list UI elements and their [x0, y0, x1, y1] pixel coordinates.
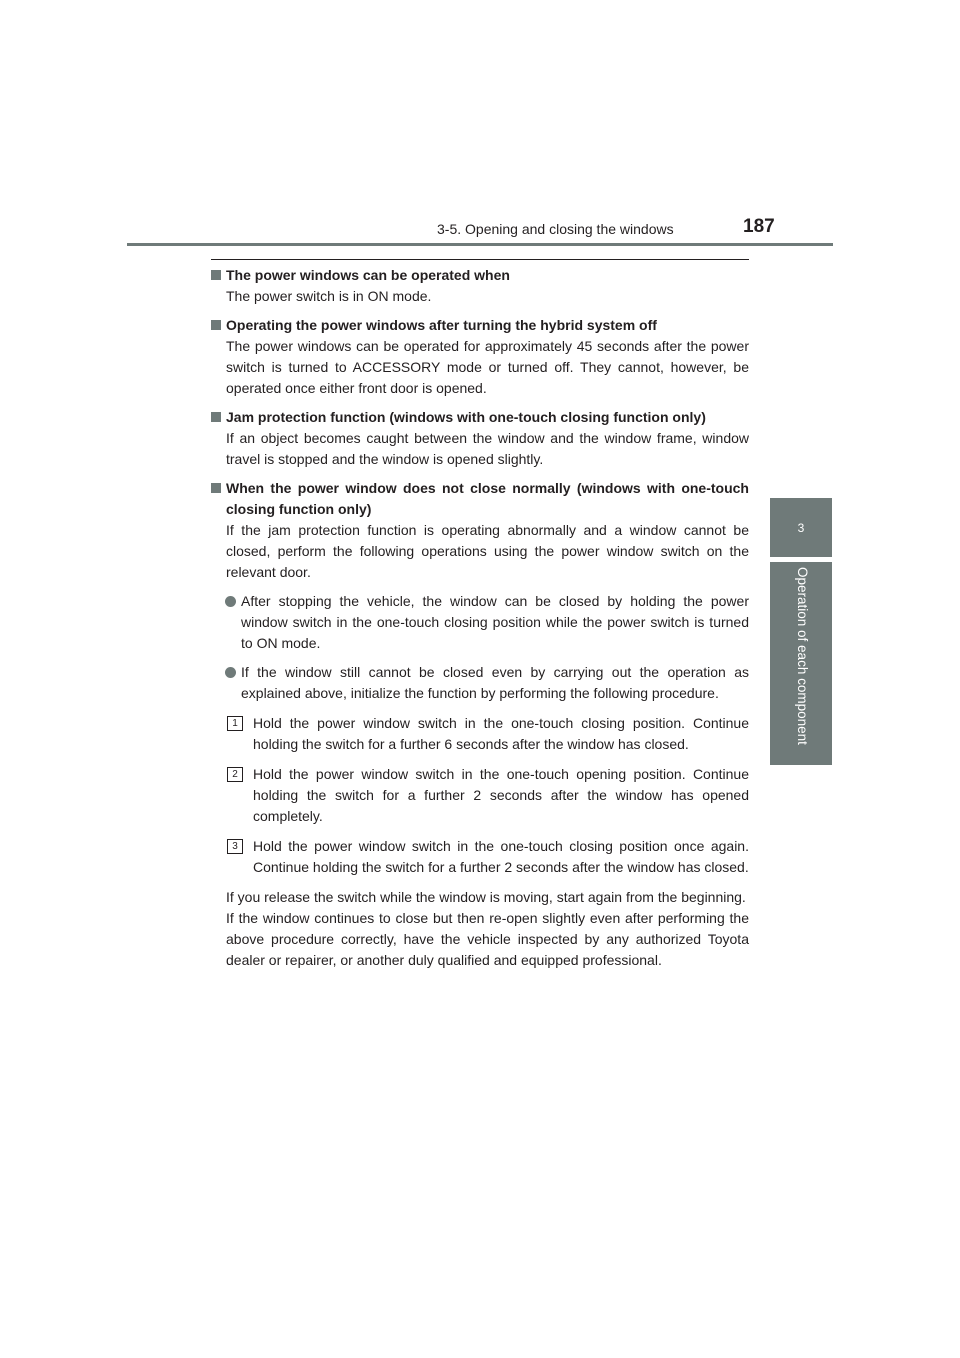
- section-heading: Operating the power windows after turning the hybrid system off: [211, 315, 749, 336]
- square-bullet-icon: [211, 270, 221, 280]
- closing-line: If you release the switch while the window is moving, start again from the beginning.: [226, 889, 746, 905]
- square-bullet-icon: [211, 320, 221, 330]
- circle-bullet-icon: [225, 667, 236, 678]
- closing-line: If the window continues to close but then re-open slightly even after performing the above procedure correctly, have the vehicle inspected by any authorized Toyota dealer or repairer, or another duly qualified and equipped professional.: [226, 910, 749, 968]
- circle-bullet-icon: [225, 596, 236, 607]
- content-top-rule: [211, 259, 749, 260]
- chapter-tab[interactable]: [770, 498, 832, 557]
- section-heading: The power windows can be operated when: [211, 265, 749, 286]
- step-number-badge: 2: [227, 767, 243, 782]
- section-title: 3-5. Opening and closing the windows: [437, 221, 674, 237]
- chapter-title: Operation of each component: [795, 567, 810, 745]
- header-rule: [127, 243, 833, 246]
- square-bullet-icon: [211, 412, 221, 422]
- closing-note: [211, 887, 749, 971]
- section-heading: When the power window does not close normally (windows with one-touch closing function only): [211, 478, 749, 520]
- section-body: The power switch is in ON mode.: [226, 288, 432, 304]
- list-item: After stopping the vehicle, the window can be closed by holding the power window switch in the one-touch closing position while the power switch is turned to ON mode.: [211, 591, 749, 654]
- page-number: 187: [743, 216, 775, 237]
- step-number-badge: 1: [227, 716, 243, 731]
- procedure-step: 3 Hold the power window switch in the one-touch closing position once again. Continue holding the switch for a further 2 seconds after the window has closed.: [211, 836, 749, 878]
- section-body: If the jam protection function is operating abnormally and a window cannot be closed, perform the following operations using the power window switch on the relevant door.: [226, 522, 749, 580]
- list-item: If the window still cannot be closed even by carrying out the operation as explained above, initialize the function by performing the following procedure.: [211, 662, 749, 704]
- section-body: If an object becomes caught between the window and the window frame, window travel is stopped and the window is opened slightly.: [226, 430, 749, 467]
- page-content: [211, 265, 749, 971]
- step-number-badge: 3: [227, 839, 243, 854]
- section-body: The power windows can be operated for approximately 45 seconds after the power switch is turned to ACCESSORY mode or turned off. They cannot, however, be operated once either front door is opened.: [226, 338, 749, 396]
- chapter-number: 3: [797, 520, 805, 535]
- section-heading: Jam protection function (windows with one-touch closing function only): [211, 407, 749, 428]
- procedure-step: 1 Hold the power window switch in the one-touch closing position. Continue holding the switch for a further 6 seconds after the window has closed.: [211, 713, 749, 755]
- procedure-step: 2 Hold the power window switch in the one-touch opening position. Continue holding the switch for a further 2 seconds after the window has opened completely.: [211, 764, 749, 827]
- square-bullet-icon: [211, 483, 221, 493]
